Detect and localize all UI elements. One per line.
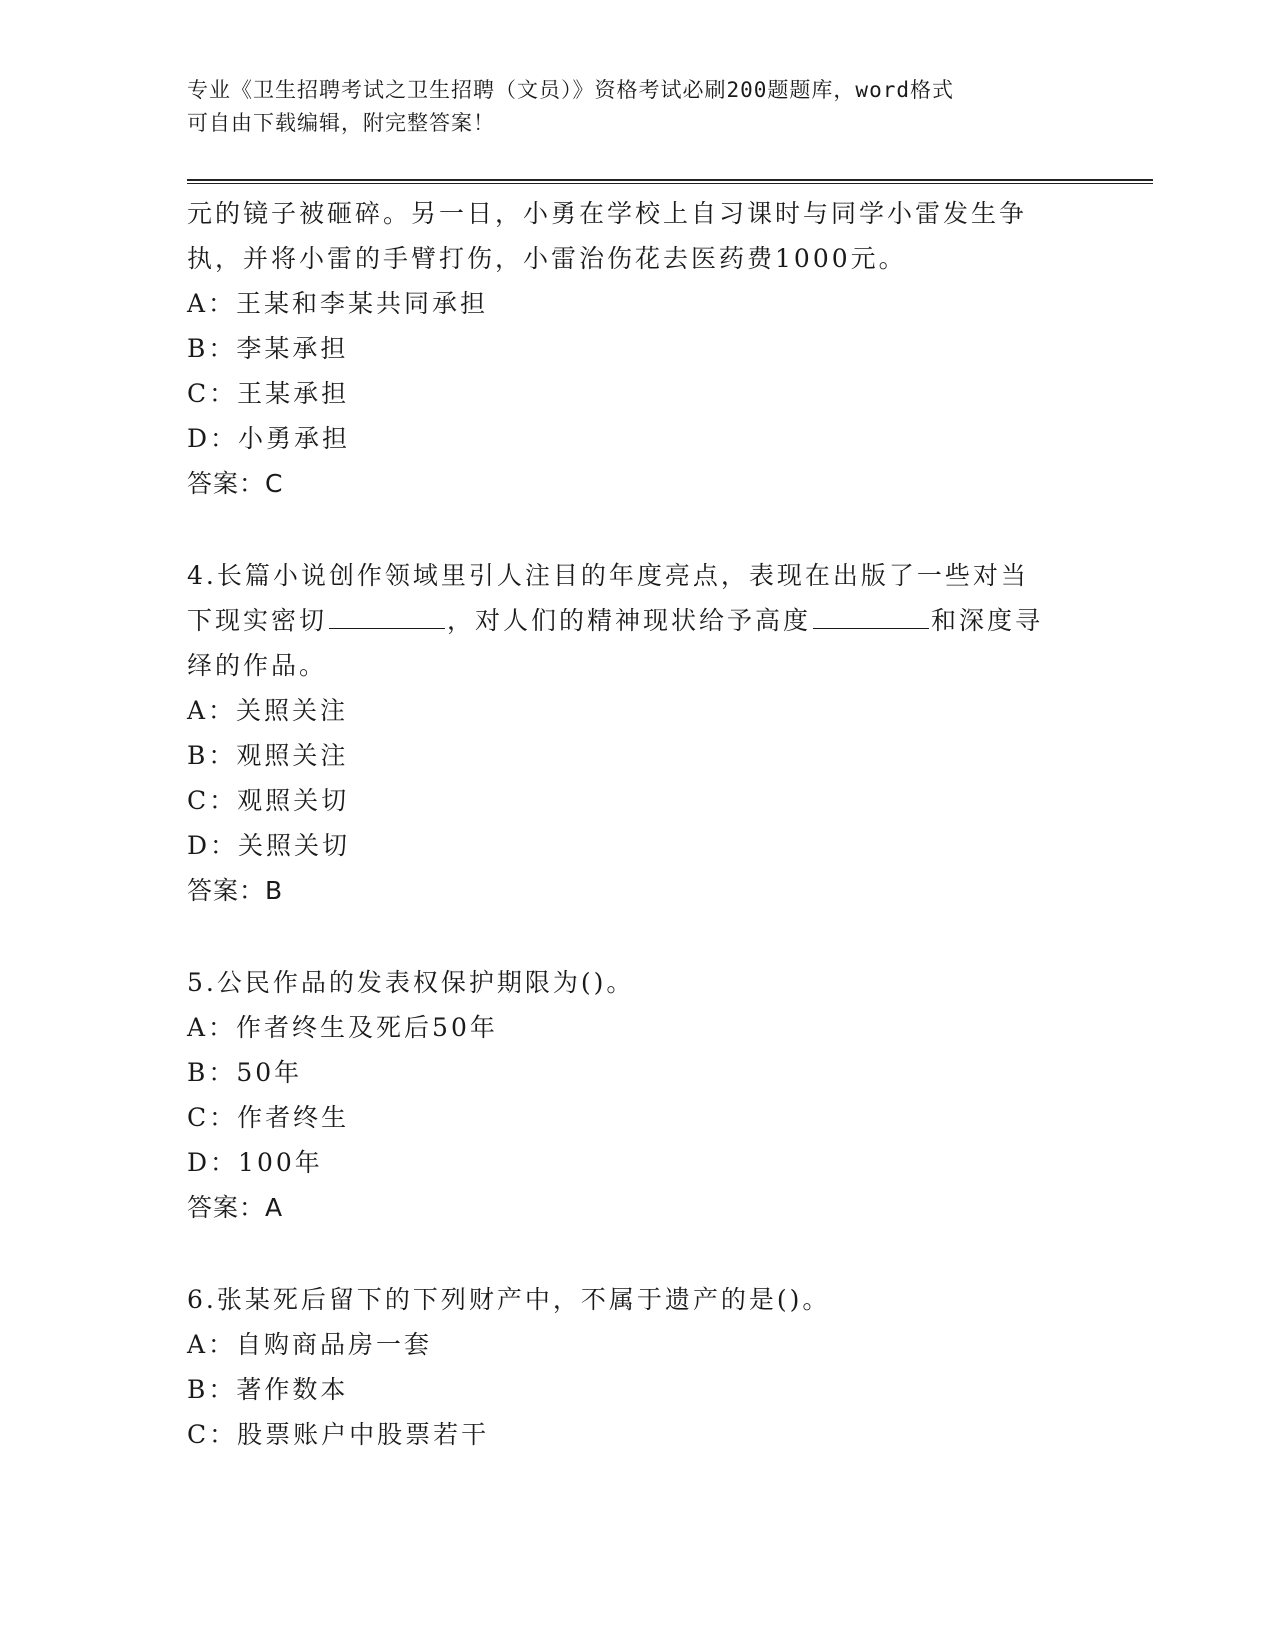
question-spacer (187, 506, 1087, 553)
option-a: A：关照关注 (187, 696, 349, 725)
option-c: C：作者终生 (187, 1103, 350, 1132)
option-b: B：著作数本 (187, 1375, 349, 1404)
document-header (187, 74, 1067, 140)
question-stem-line (187, 598, 1087, 643)
question-stem-line: 绎的作品。 (187, 651, 328, 680)
option-a: A：作者终生及死后50年 (187, 1013, 498, 1042)
question-stem-line: 4.长篇小说创作领域里引人注目的年度亮点，表现在出版了一些对当 (187, 561, 1029, 590)
option-b: B：李某承担 (187, 334, 349, 363)
question-stem-line: 元的镜子被砸碎。另一日，小勇在学校上自习课时与同学小雷发生争 (187, 199, 1028, 228)
question-5 (187, 960, 1087, 1230)
stem-text: ，对人们的精神现状给予高度 (447, 606, 812, 635)
question-6 (187, 1277, 1087, 1457)
option-b: B：50年 (187, 1058, 303, 1087)
question-4 (187, 553, 1087, 913)
option-b: B：观照关注 (187, 741, 349, 770)
option-c: C：股票账户中股票若干 (187, 1420, 490, 1449)
stem-text: 和深度寻 (931, 606, 1044, 635)
question-stem-line: 6.张某死后留下的下列财产中，不属于遗产的是()。 (187, 1285, 831, 1314)
question-spacer (187, 1230, 1087, 1277)
question-spacer (187, 913, 1087, 960)
header-title-line-2: 可自由下载编辑，附完整答案！ (187, 111, 495, 135)
stem-text: 下现实密切 (187, 606, 328, 635)
option-d: D：关照关切 (187, 831, 351, 860)
fill-blank (329, 602, 445, 629)
option-d: D：100年 (187, 1148, 323, 1177)
answer-line: 答案：B (187, 876, 284, 905)
option-c: C：王某承担 (187, 379, 350, 408)
header-title-line-1: 专业《卫生招聘考试之卫生招聘（文员）》资格考试必刷200题题库，word格式 (187, 78, 954, 102)
question-list (187, 191, 1087, 1457)
answer-line: 答案：C (187, 469, 284, 498)
question-stem-line: 5.公民作品的发表权保护期限为()。 (187, 968, 635, 997)
option-a: A：自购商品房一套 (187, 1330, 433, 1359)
option-a: A：王某和李某共同承担 (187, 289, 489, 318)
option-c: C：观照关切 (187, 786, 350, 815)
answer-line: 答案：A (187, 1193, 284, 1222)
fill-blank (813, 602, 929, 629)
question-stem-line: 执，并将小雷的手臂打伤，小雷治伤花去医药费1000元。 (187, 244, 907, 273)
question-3-continuation (187, 191, 1087, 506)
header-divider (187, 179, 1153, 184)
option-d: D：小勇承担 (187, 424, 351, 453)
